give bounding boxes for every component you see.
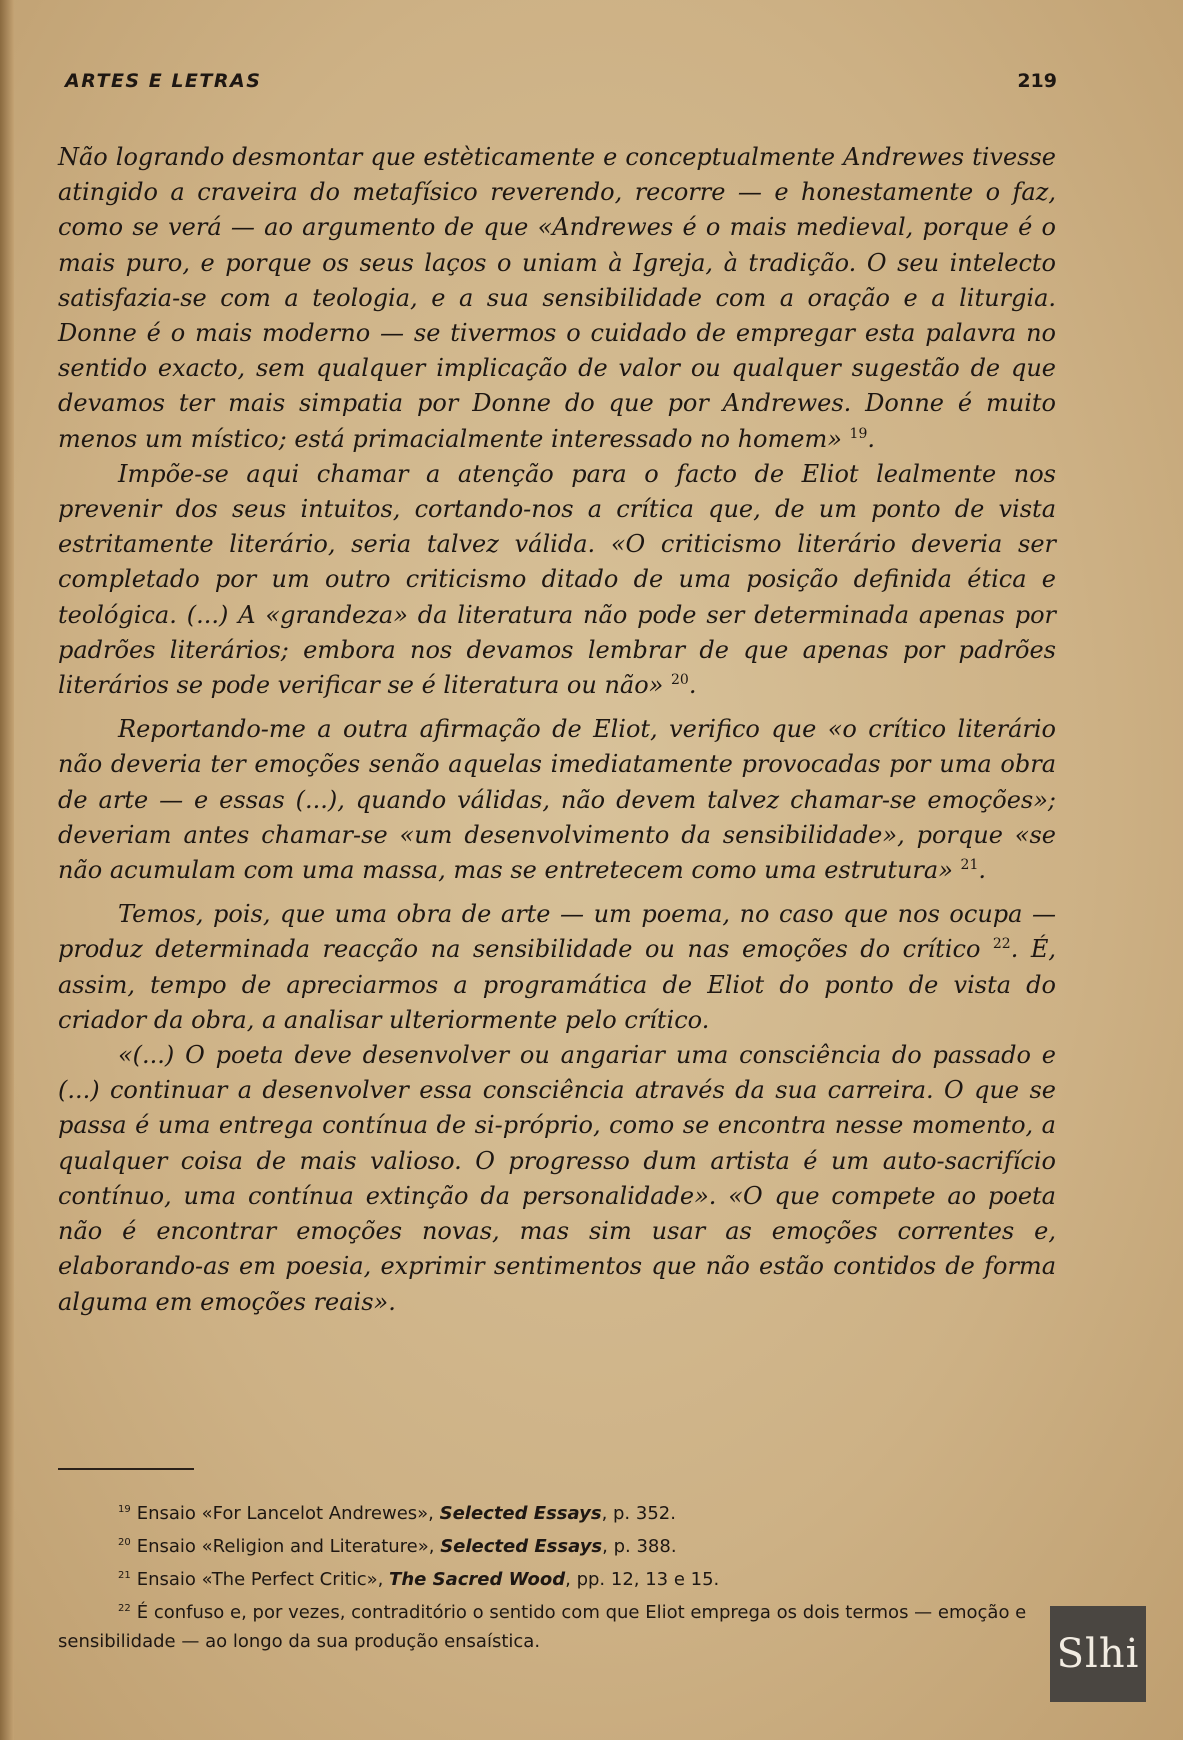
footnote-ref-19: 19	[849, 425, 868, 442]
footnote-number: 22	[118, 1603, 131, 1614]
paragraph-1-text: Não logrando desmontar que estèticamente e conceptualmente Andrewes tivesse atingido a craveira do metafísico reverendo, recorre — e honestamente o faz, como se verá — ao argumento de que «Andrewes é o mais medieval, porque é o mais puro, e porque os seus laços o uniam à Igreja, à tradição. O seu intelecto satisfazia-se com a teologia, e a sua sensibilidade com a oração e a liturgia. Donne é o mais moderno — se tivermos o cuidado de empregar esta palavra no sentido exacto, sem qualquer implicação de valor ou qualquer sugestão de que devamos ter mais simpatia por Donne do que por Andrewes. Donne é muito menos um místico; está primacialmente interessado no homem»	[58, 143, 1056, 453]
paragraph-4-text-a: Temos, pois, que uma obra de arte — um poema, no caso que nos ocupa — produz determinada reacção na sensibilidade ou nas emoções do crítico	[58, 900, 1056, 964]
paragraph-4-text-b: . É, assim, tempo de apreciarmos a programática de Eliot do ponto de vista do criador da obra, a analisar ulteriormente pelo crítico.	[58, 935, 1056, 1034]
paragraph-4	[58, 897, 1056, 1038]
footnote-ref-21: 21	[960, 857, 979, 874]
footnote-text: , p. 388.	[602, 1536, 677, 1557]
page-number: 219	[1017, 70, 1057, 92]
paragraph-3: Reportando-me a outra afirmação de Eliot, verifico que «o crítico literário não deveria ter emoções senão aquelas imediatamente provocadas por uma obra de arte — e essas (...), quando válidas, não devem talvez chamar-se emoções»; deveriam antes chamar-se «um desenvolvimento da sensibilidade», porque «se não acumulam com uma massa, mas se entretecem como uma estrutura» $^{21}$.	[58, 715, 1056, 885]
running-header	[65, 70, 1057, 102]
footnote-text: , pp. 12, 13 e 15.	[565, 1569, 720, 1590]
footnote-text: , p. 352.	[601, 1503, 676, 1524]
footnote-ref-22: 22	[992, 936, 1011, 953]
footnote-text: Ensaio «For Lancelot Andrewes»,	[136, 1503, 440, 1524]
paragraph-5-text: «(...) O poeta deve desenvolver ou angariar uma consciência do passado e (...) continuar a desenvolver essa consciência através da sua carreira. O que se passa é uma entrega contínua de si-próprio, como se encontra nesse momento, a qualquer coisa de mais valioso. O progresso dum artista é um auto-sacrifício contínuo, uma contínua extinção da personalidade». «O que compete ao poeta não é encontrar emoções novas, mas sim usar as emoções correntes e, elaborando-as em poesia, exprimir sentimentos que não estão contidos de forma alguma em emoções reais».	[58, 1041, 1056, 1316]
main-text	[58, 140, 1056, 1320]
footnote-number: 19	[118, 1504, 131, 1515]
footnote-work-title: Selected Essays	[439, 1503, 602, 1524]
footnote-19	[58, 1495, 1050, 1528]
footnote-20	[58, 1528, 1050, 1561]
footnote-work-title: The Sacred Wood	[389, 1569, 566, 1590]
footnote-ref-20: 20	[671, 672, 689, 689]
footnote-text: É confuso e, por vezes, contraditório o sentido com que Eliot emprega os dois termos — emoção e sensibilidade — ao longo da sua produção ensaística.	[58, 1602, 1027, 1652]
footnote-number: 21	[118, 1570, 131, 1581]
paragraph-5	[58, 1038, 1056, 1320]
footnote-22	[58, 1594, 1050, 1656]
footnote-21	[58, 1561, 1050, 1594]
library-watermark-logo: Slhi	[1050, 1606, 1146, 1702]
footnote-number: 20	[118, 1537, 131, 1548]
footnote-text: Ensaio «Religion and Literature»,	[136, 1536, 441, 1557]
footnote-text: Ensaio «The Perfect Critic»,	[136, 1569, 390, 1590]
paragraph-3-text: Reportando-me a outra afirmação de Eliot, verifico que «o crítico literário não deveria ter emoções senão aquelas imediatamente provocadas por uma obra de arte — e essas (...), quando válidas, não devem talvez chamar-se emoções»; deveriam antes chamar-se «um desenvolvimento da sensibilidade», porque «se não acumulam com uma massa, mas se entretecem como uma estrutura»	[58, 715, 1056, 885]
page-spine-edge	[0, 0, 14, 1740]
paragraph-1: Não logrando desmontar que estèticamente e conceptualmente Andrewes tivesse atingido a craveira do metafísico reverendo, recorre — e honestamente o faz, como se verá — ao argumento de que «Andrewes é o mais medieval, porque é o mais puro, e porque os seus laços o uniam à Igreja, à tradição. O seu intelecto satisfazia-se com a teologia, e a sua sensibilidade com a oração e a liturgia. Donne é o mais moderno — se tivermos o cuidado de empregar esta palavra no sentido exacto, sem qualquer implicação de valor ou qualquer sugestão de que devamos ter mais simpatia por Donne do que por Andrewes. Donne é muito menos um místico; está primacialmente interessado no homem» $^{19}$.	[58, 143, 1056, 453]
footnote-work-title: Selected Essays	[440, 1536, 603, 1557]
running-title: ARTES E LETRAS	[65, 70, 262, 92]
footnote-separator	[58, 1468, 194, 1470]
paragraph-2-text: Impõe-se aqui chamar a atenção para o facto de Eliot lealmente nos prevenir dos seus intuitos, cortando-nos a crítica que, de um ponto de vista estritamente literário, seria talvez válida. «O criticismo literário deveria ser completado por um outro criticismo ditado de uma posição definida ética e teológica. (...) A «grandeza» da literatura não pode ser determinada apenas por padrões literários; embora nos devamos lembrar de que apenas por padrões literários se pode verificar se é literatura ou não»	[58, 459, 1056, 700]
footnotes	[58, 1495, 1050, 1656]
paragraph-2: Impõe-se aqui chamar a atenção para o facto de Eliot lealmente nos prevenir dos seus intuitos, cortando-nos a crítica que, de um ponto de vista estritamente literário, seria talvez válida. «O criticismo literário deveria ser completado por um outro criticismo ditado de uma posição definida ética e teológica. (...) A «grandeza» da literatura não pode ser determinada apenas por padrões literários; embora nos devamos lembrar de que apenas por padrões literários se pode verificar se é literatura ou não» $^{20}$.	[58, 459, 1056, 700]
